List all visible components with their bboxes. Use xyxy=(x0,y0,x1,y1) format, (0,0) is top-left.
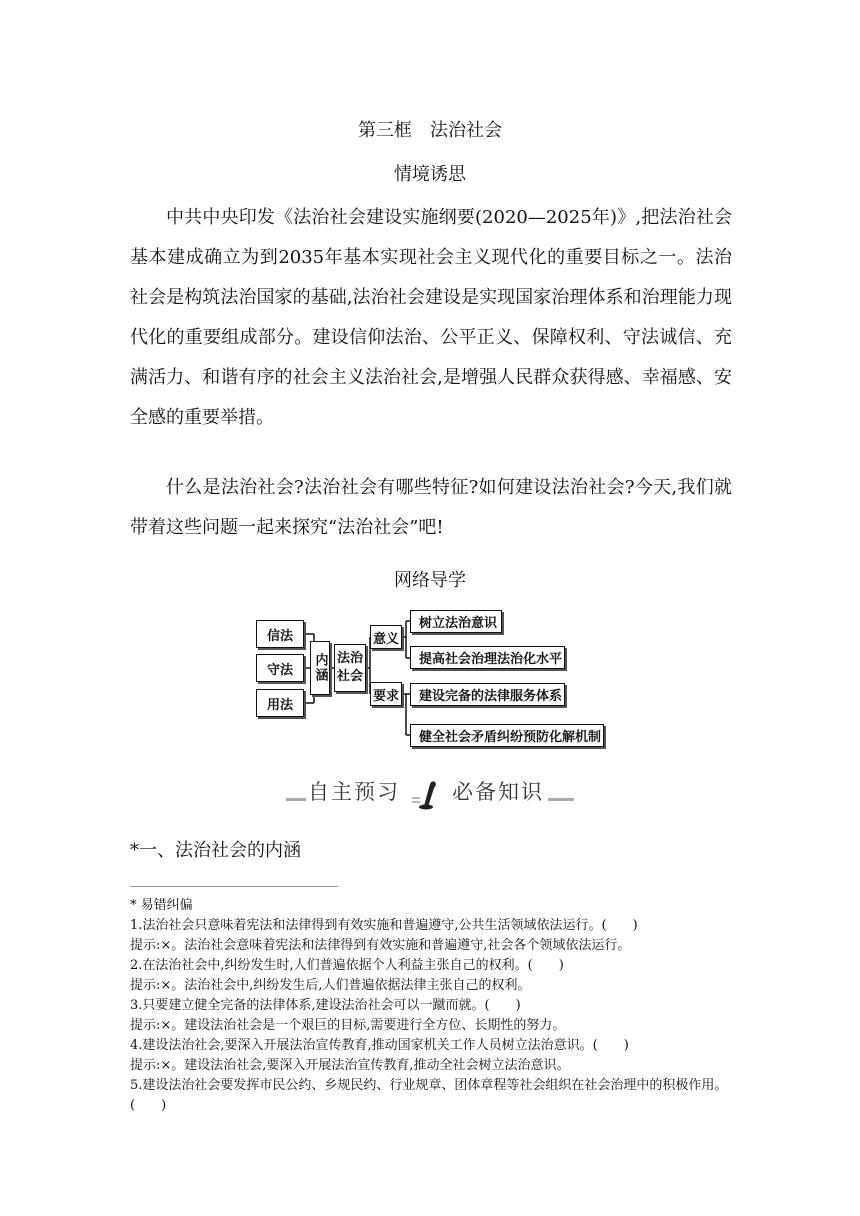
self-study-banner xyxy=(286,776,574,812)
concept-box-abide-law: 守法 xyxy=(256,654,304,682)
footnote-title: * 易错纠偏 xyxy=(130,898,193,913)
concept-box-governance-level: 提高社会治理法治化水平 xyxy=(410,646,565,669)
concept-box-legal-service-system: 建设完备的法律服务体系 xyxy=(410,683,565,706)
concept-box-faith-in-law: 信法 xyxy=(256,620,304,648)
footnote-item-5: 5.建设法治社会要发挥市民公约、乡规民约、行业规章、团体章程等社会组织在社会治理中的积极作用。( ) xyxy=(130,1078,728,1113)
concept-box-meaning: 意义 xyxy=(370,625,402,649)
banner-left-text: 自主预习 xyxy=(308,780,400,804)
section-heading-connotation: *一、法治社会的内涵 xyxy=(130,840,301,861)
lesson-title: 第三框 法治社会 xyxy=(358,120,502,141)
footnote-hint-4: 提示:×。建设法治社会,要深入开展法治宣传教育,推动全社会树立法治意识。 xyxy=(130,1058,570,1073)
footnote-hint-1: 提示:×。法治社会意味着宪法和法律得到有效实施和普遍遵守,社会各个领域依法运行。 xyxy=(130,938,631,953)
concept-box-legal-awareness: 树立法治意识 xyxy=(410,610,502,633)
concept-box-dispute-mechanism: 健全社会矛盾纠纷预防化解机制 xyxy=(410,724,604,747)
concept-box-use-law: 用法 xyxy=(256,689,304,717)
concept-box-rule-of-law-society xyxy=(334,644,366,692)
pen-nib-icon xyxy=(410,778,442,810)
banner-rule-left xyxy=(286,798,306,801)
footnote-hint-2: 提示:×。法治社会中,纠纷发生后,人们普遍依据法律主张自己的权利。 xyxy=(130,978,531,993)
scenario-heading: 情境诱思 xyxy=(394,164,466,185)
footnote-item-2: 2.在法治社会中,纠纷发生时,人们普遍依据个人利益主张自己的权利。( ) xyxy=(130,958,564,973)
center-label-line-2: 社会 xyxy=(336,669,363,684)
footnote-hint-3: 提示:×。建设法治社会是一个艰巨的目标,需要进行全方位、长期性的努力。 xyxy=(130,1018,566,1033)
intro-paragraph-1: 中共中央印发《法治社会建设实施纲要(2020—2025年)》,把法治社会基本建成确立为到2035年基本实现社会主义现代化的重要目标之一。法治社会是构筑法治国家的基础,法治社会建设是实现国家治理体系和治理能力现代化的重要组成部分。建设信仰法治、公平正义、保障权利、守法诚信、充满活力、和谐有序的社会主义法治社会,是增强人民群众获得感、幸福感、安全感的重要举措。 xyxy=(130,207,732,428)
concept-box-connotation: 内涵 xyxy=(310,641,330,695)
network-heading: 网络导学 xyxy=(394,570,466,591)
footnote-block xyxy=(130,896,740,1116)
concept-box-requirements: 要求 xyxy=(370,682,402,706)
footnote-item-4: 4.建设法治社会,要深入开展法治宣传教育,推动国家机关工作人员树立法治意识。( ) xyxy=(130,1038,629,1053)
footnote-item-1: 1.法治社会只意味着宪法和法律得到有效实施和普遍遵守,公共生活领域依法运行。( ) xyxy=(130,918,638,933)
intro-paragraph-2: 什么是法治社会?法治社会有哪些特征?如何建设法治社会?今天,我们就带着这些问题一起来探究“法治社会”吧! xyxy=(130,477,732,538)
footnote-separator xyxy=(130,886,338,887)
banner-right-text: 必备知识 xyxy=(452,780,544,804)
footnote-item-3: 3.只要建立健全完备的法律体系,建设法治社会可以一蹴而就。( ) xyxy=(130,998,521,1013)
center-label-line-1: 法治 xyxy=(336,651,363,666)
banner-rule-right xyxy=(548,798,574,801)
